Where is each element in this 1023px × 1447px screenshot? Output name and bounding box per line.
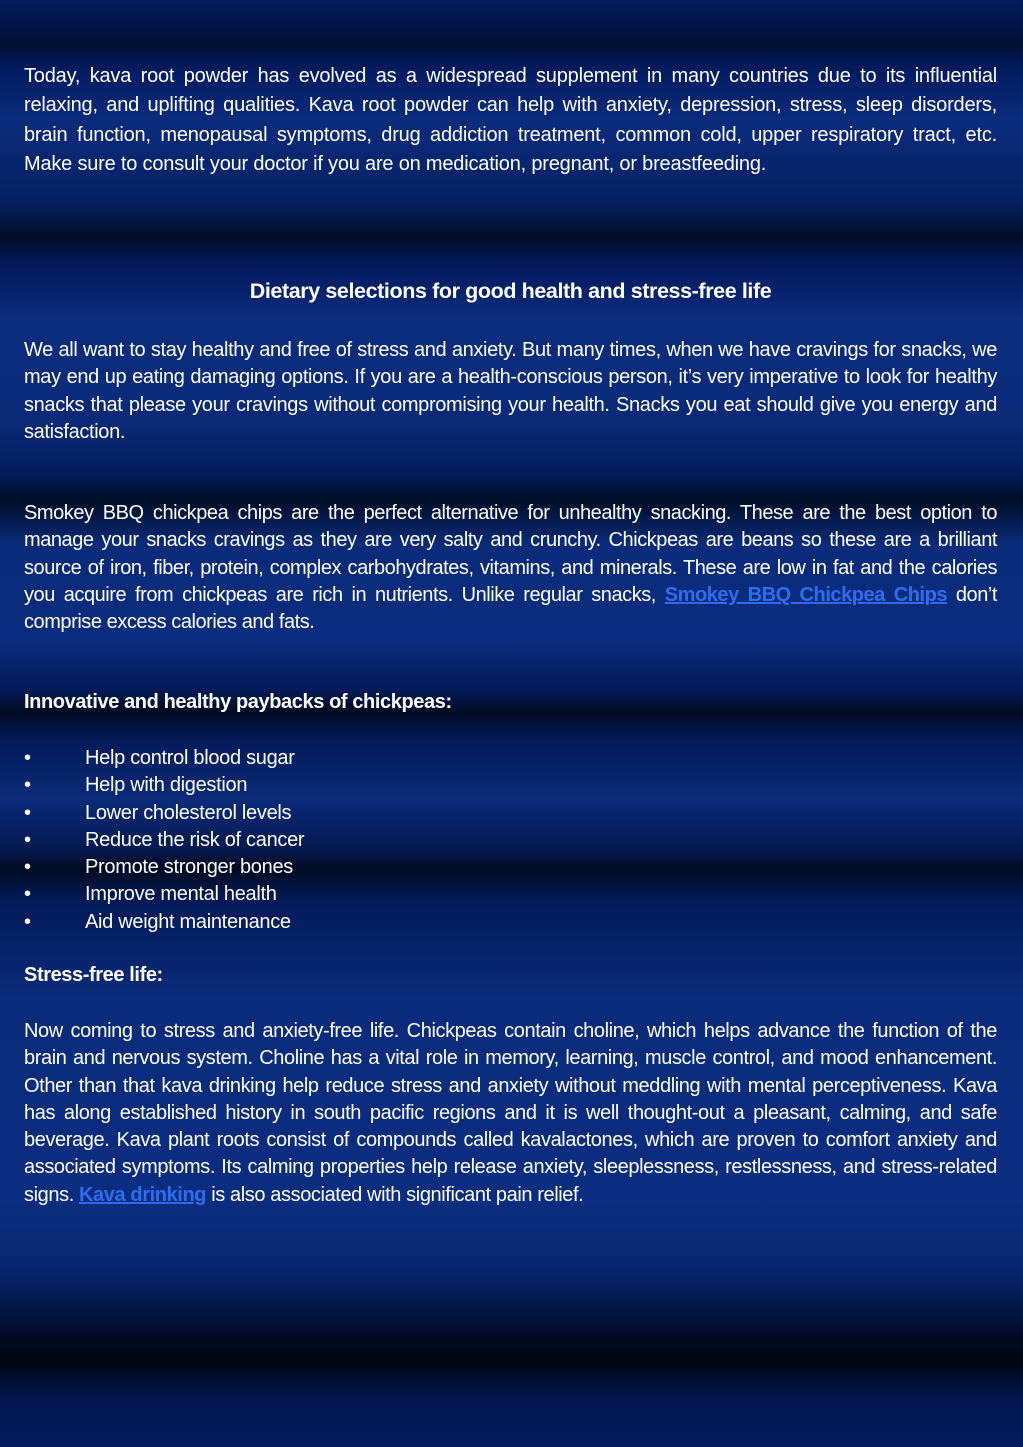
stress-free-paragraph	[24, 1018, 997, 1209]
bullet-icon: •	[24, 828, 31, 851]
chickpea-chips-paragraph	[24, 500, 997, 636]
list-item-label: Help control blood sugar	[85, 747, 295, 769]
bullet-icon: •	[24, 883, 31, 906]
bullet-icon: •	[24, 856, 31, 879]
list-item-label: Lower cholesterol levels	[85, 801, 292, 824]
bullet-icon: •	[24, 774, 31, 797]
bullet-icon: •	[24, 747, 31, 769]
intro-paragraph: Today, kava root powder has evolved as a widespread supplement in many countries due to its influential relaxing, and uplifting qualities. Kava root powder can help with anxiety, depression, stress, sleep disorders, brain function, menopausal symptoms, drug addiction treatment, common cold, upper respiratory tract, etc. Make sure to consult your doctor if you are on medication, pregnant, or breastfeeding.	[24, 65, 997, 175]
list-item-label: Promote stronger bones	[85, 856, 293, 879]
chickpea-chips-text-end: don’t comprise excess calories and fats.	[24, 583, 997, 634]
healthy-snacks-paragraph: We all want to stay healthy and free of stress and anxiety. But many times, when we have cravings for snacks, we may end up eating damaging options. If you are a health-conscious person, it’s very imperative to look for healthy snacks that please your cravings without compromising your health. Snacks you eat should give you energy and satisfaction.	[24, 339, 997, 443]
list-item-label: Aid weight maintenance	[85, 910, 291, 933]
smokey-bbq-chickpea-chips-link[interactable]: Smokey BBQ Chickpea Chips	[664, 583, 948, 606]
stress-free-heading: Stress-free life:	[24, 964, 163, 986]
chickpea-chips-text-start: Smokey BBQ chickpea chips are the perfect alternative for unhealthy snacking. These are the best option to manage your snacks cravings as they are very salty and crunchy. Chickpeas are beans so these are a brilliant source of iron, fiber, protein, complex carbohydrates, vitamins, and minerals. These are low in fat and the calories you acquire from chickpeas are rich in nutrients. Unlike regular snacks,	[24, 502, 997, 606]
list-item-label: Improve mental health	[85, 883, 277, 906]
stress-free-text-start: Now coming to stress and anxiety-free life. Chickpeas contain choline, which helps advance the function of the brain and nervous system. Choline has a vital role in memory, learning, muscle control, and mood enhancement. Other than that kava drinking help reduce stress and anxiety without meddling with mental perceptiveness. Kava has along established history in south pacific regions and it is well thought-out a pleasant, calming, and safe beverage. Kava plant roots consist of compounds called kavalactones, which are proven to comfort anxiety and associated symptoms. Its calming properties help release anxiety, sleeplessness, restlessness, and stress-related signs.	[24, 1020, 997, 1206]
kava-drinking-link[interactable]: Kava drinking	[79, 1183, 207, 1206]
bullet-icon: •	[24, 801, 31, 824]
list-item-label: Reduce the risk of cancer	[85, 828, 305, 851]
list-item-label: Help with digestion	[85, 774, 248, 797]
benefits-heading: Innovative and healthy paybacks of chickpeas:	[24, 691, 452, 713]
section-heading: Dietary selections for good health and stress-free life	[249, 279, 772, 303]
stress-free-text-end: is also associated with significant pain relief.	[206, 1183, 584, 1206]
bullet-icon: •	[24, 910, 31, 933]
